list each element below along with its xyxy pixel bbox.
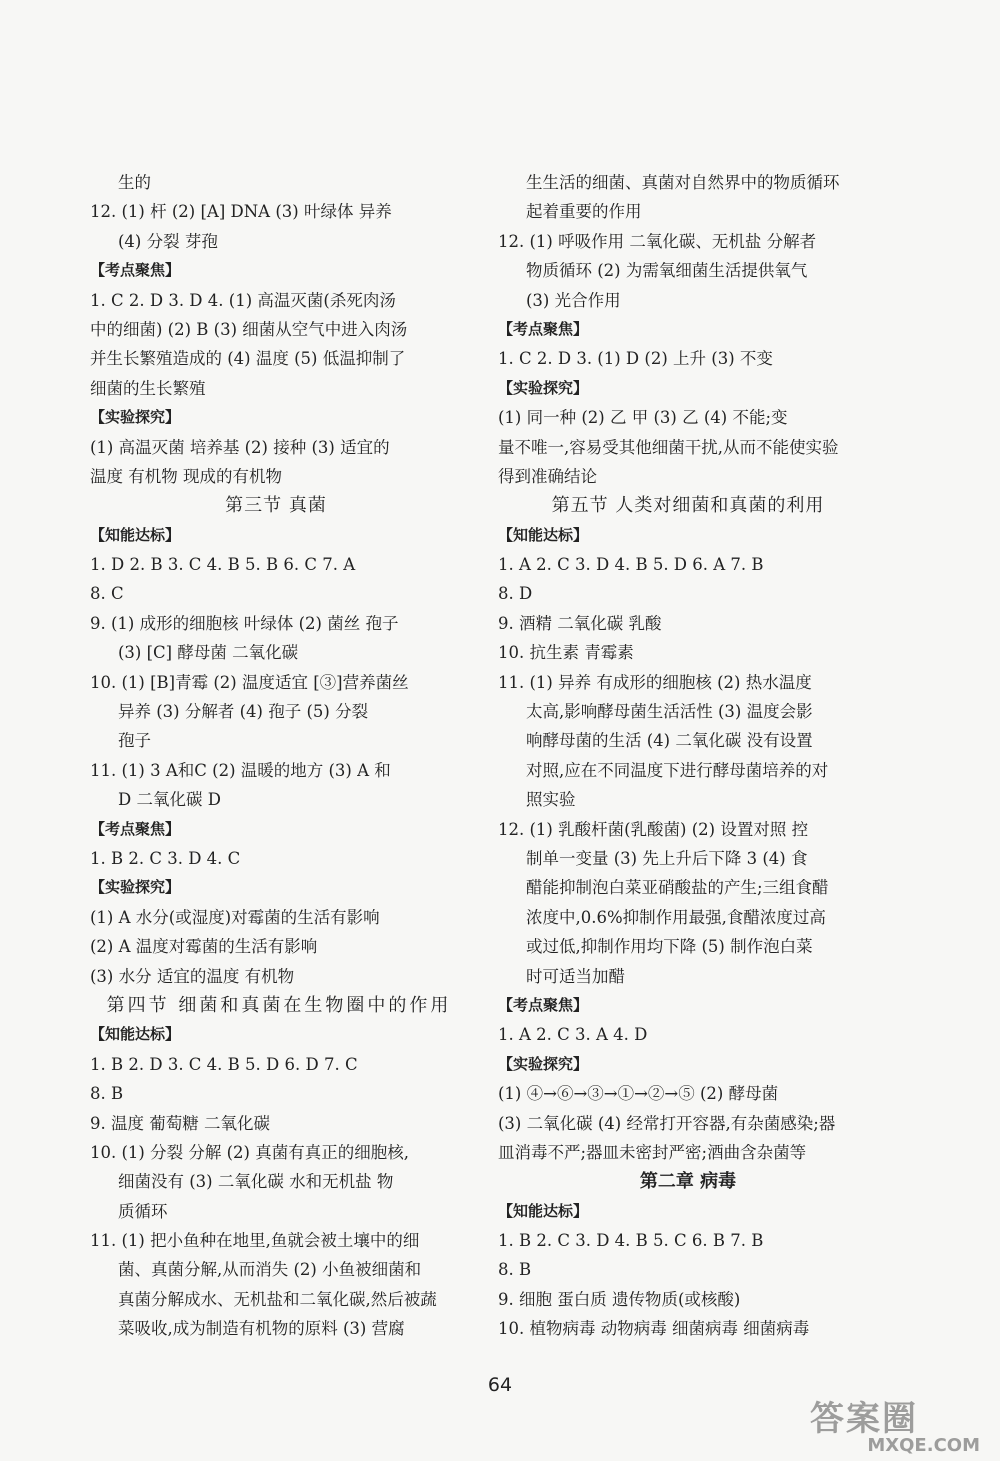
left-column-line: 11. (1) 把小鱼种在地里,鱼就会被土壤中的细 bbox=[90, 1231, 420, 1251]
left-column-line: (3) 水分 适宜的温度 有机物 bbox=[90, 966, 295, 986]
left-column-line: 【实验探究】 bbox=[90, 878, 181, 897]
right-column-line: 第二章 病毒 bbox=[639, 1171, 737, 1193]
right-column-line: 皿消毒不严;器皿未密封严密;酒曲含杂菌等 bbox=[498, 1142, 807, 1162]
right-column-line: 10. 抗生素 青霉素 bbox=[498, 643, 634, 663]
left-column-line: 11. (1) 3 A和C (2) 温暖的地方 (3) A 和 bbox=[90, 760, 391, 780]
right-column-line: 响酵母菌的生活 (4) 二氧化碳 没有设置 bbox=[526, 731, 813, 751]
right-column-line: 10. 植物病毒 动物病毒 细菌病毒 细菌病毒 bbox=[498, 1319, 810, 1339]
watermark-mark: 答案圈 bbox=[810, 1399, 918, 1439]
left-column-line: (3) [C] 酵母菌 二氧化碳 bbox=[118, 643, 299, 663]
right-column-line: 【实验探究】 bbox=[498, 1054, 589, 1073]
left-column-line: 【知能达标】 bbox=[90, 525, 181, 544]
left-column-line: 10. (1) 分裂 分解 (2) 真菌有真正的细胞核, bbox=[90, 1142, 409, 1162]
right-column-line: 对照,应在不同温度下进行酵母菌培养的对 bbox=[526, 760, 829, 780]
right-column-line: 12. (1) 乳酸杆菌(乳酸菌) (2) 设置对照 控 bbox=[498, 819, 809, 839]
right-column bbox=[498, 168, 878, 1344]
left-column-line: 9. (1) 成形的细胞核 叶绿体 (2) 菌丝 孢子 bbox=[90, 613, 399, 633]
right-column-line: 得到准确结论 bbox=[498, 466, 597, 486]
right-column-line: 量不唯一,容易受其他细菌干扰,从而不能使实验 bbox=[498, 437, 839, 457]
left-column-line: (4) 分裂 芽孢 bbox=[118, 231, 218, 251]
left-column-line: 孢子 bbox=[118, 731, 151, 751]
right-column-line: 生生活的细菌、真菌对自然界中的物质循环 bbox=[526, 173, 840, 192]
left-column-line: 1. D 2. B 3. C 4. B 5. B 6. C 7. A bbox=[90, 555, 356, 575]
right-column-line: (3) 二氧化碳 (4) 经常打开容器,有杂菌感染;器 bbox=[498, 1113, 836, 1133]
left-column-line: 异养 (3) 分解者 (4) 孢子 (5) 分裂 bbox=[118, 702, 369, 722]
right-column-line: 1. C 2. D 3. (1) D (2) 上升 (3) 不变 bbox=[498, 349, 773, 369]
watermark-url: MXQE.COM bbox=[867, 1435, 980, 1456]
right-column-line: 1. A 2. C 3. A 4. D bbox=[498, 1025, 648, 1045]
right-column-line: 第五节 人类对细菌和真菌的利用 bbox=[551, 495, 825, 517]
right-column-line: 9. 细胞 蛋白质 遗传物质(或核酸) bbox=[498, 1289, 741, 1309]
left-column-line: 8. B bbox=[90, 1084, 124, 1104]
right-column-line: 制单一变量 (3) 先上升后下降 3 (4) 食 bbox=[526, 848, 808, 868]
right-column-line: (1) ④→⑥→③→①→②→⑤ (2) 酵母菌 bbox=[498, 1084, 779, 1104]
left-column-line: 1. C 2. D 3. D 4. (1) 高温灭菌(杀死肉汤 bbox=[90, 290, 396, 310]
right-column-line: 时可适当加醋 bbox=[526, 966, 625, 986]
right-column-line: 【考点聚焦】 bbox=[498, 319, 589, 338]
right-column-line: 9. 酒精 二氧化碳 乳酸 bbox=[498, 613, 662, 633]
right-column-line: 8. D bbox=[498, 584, 533, 604]
left-column-line: (2) A 温度对霉菌的生活有影响 bbox=[90, 937, 318, 957]
page-number: 64 bbox=[487, 1374, 513, 1396]
right-column-line: 照实验 bbox=[526, 790, 576, 810]
watermark-logo bbox=[810, 1399, 980, 1457]
right-column-line: 起着重要的作用 bbox=[526, 202, 642, 222]
left-column-line: 1. B 2. C 3. D 4. C bbox=[90, 848, 241, 868]
left-column-line: 【考点聚焦】 bbox=[90, 819, 181, 838]
right-column-line: 1. B 2. C 3. D 4. B 5. C 6. B 7. B bbox=[498, 1231, 764, 1251]
left-column-line: 1. B 2. D 3. C 4. B 5. D 6. D 7. C bbox=[90, 1054, 358, 1074]
left-column-line: 【考点聚焦】 bbox=[90, 261, 181, 280]
right-column-line: 或过低,抑制作用均下降 (5) 制作泡白菜 bbox=[526, 937, 813, 957]
left-column-line: 12. (1) 杆 (2) [A] DNA (3) 叶绿体 异养 bbox=[90, 202, 392, 222]
right-column-line: 【实验探究】 bbox=[498, 378, 589, 397]
right-column-line: 醋能抑制泡白菜亚硝酸盐的产生;三组食醋 bbox=[526, 878, 829, 898]
left-column-line: 中的细菌) (2) B (3) 细菌从空气中进入肉汤 bbox=[90, 319, 408, 339]
right-column-line: 【知能达标】 bbox=[498, 525, 589, 544]
right-column-line: (3) 光合作用 bbox=[526, 290, 621, 310]
left-column-line: 细菌的生长繁殖 bbox=[90, 378, 206, 398]
left-column-line: 真菌分解成水、无机盐和二氧化碳,然后被蔬 bbox=[118, 1289, 437, 1309]
right-column-line: 【知能达标】 bbox=[498, 1201, 589, 1220]
left-column-line: 细菌没有 (3) 二氧化碳 水和无机盐 物 bbox=[118, 1172, 394, 1192]
right-column-line: 12. (1) 呼吸作用 二氧化碳、无机盐 分解者 bbox=[498, 231, 817, 251]
left-column-line: 8. C bbox=[90, 584, 124, 604]
right-column-line: 太高,影响酵母菌生活活性 (3) 温度会影 bbox=[526, 702, 813, 722]
right-column-line: 8. B bbox=[498, 1260, 532, 1280]
left-column-line: D 二氧化碳 D bbox=[118, 790, 221, 810]
left-column-line: 第三节 真菌 bbox=[225, 495, 327, 517]
left-column-line: 9. 温度 葡萄糖 二氧化碳 bbox=[90, 1113, 270, 1133]
left-column-line: 【知能达标】 bbox=[90, 1025, 181, 1044]
left-column-line: 菜吸收,成为制造有机物的原料 (3) 营腐 bbox=[118, 1319, 405, 1339]
left-column-line: 温度 有机物 现成的有机物 bbox=[90, 466, 282, 486]
left-column-line: (1) 高温灭菌 培养基 (2) 接种 (3) 适宜的 bbox=[90, 437, 390, 457]
left-column bbox=[90, 168, 462, 1344]
right-column-line: 1. A 2. C 3. D 4. B 5. D 6. A 7. B bbox=[498, 555, 764, 575]
left-column-line: (1) A 水分(或湿度)对霉菌的生活有影响 bbox=[90, 907, 380, 927]
left-column-line: 生的 bbox=[118, 173, 151, 192]
right-column-line: 浓度中,0.6%抑制作用最强,食醋浓度过高 bbox=[526, 907, 826, 927]
left-column-line: 第四节 细菌和真菌在生物圈中的作用 bbox=[106, 994, 452, 1016]
left-column-line: 质循环 bbox=[118, 1201, 168, 1221]
right-column-line: 【考点聚焦】 bbox=[498, 995, 589, 1014]
left-column-line: 并生长繁殖造成的 (4) 温度 (5) 低温抑制了 bbox=[90, 349, 406, 369]
left-column-line: 10. (1) [B]青霉 (2) 温度适宜 [③]营养菌丝 bbox=[90, 672, 409, 692]
right-column-line: 物质循环 (2) 为需氧细菌生活提供氧气 bbox=[526, 261, 808, 281]
right-column-line: 11. (1) 异养 有成形的细胞核 (2) 热水温度 bbox=[498, 672, 812, 692]
right-column-line: (1) 同一种 (2) 乙 甲 (3) 乙 (4) 不能;变 bbox=[498, 408, 788, 428]
left-column-line: 【实验探究】 bbox=[90, 408, 181, 427]
left-column-line: 菌、真菌分解,从而消失 (2) 小鱼被细菌和 bbox=[118, 1260, 422, 1280]
